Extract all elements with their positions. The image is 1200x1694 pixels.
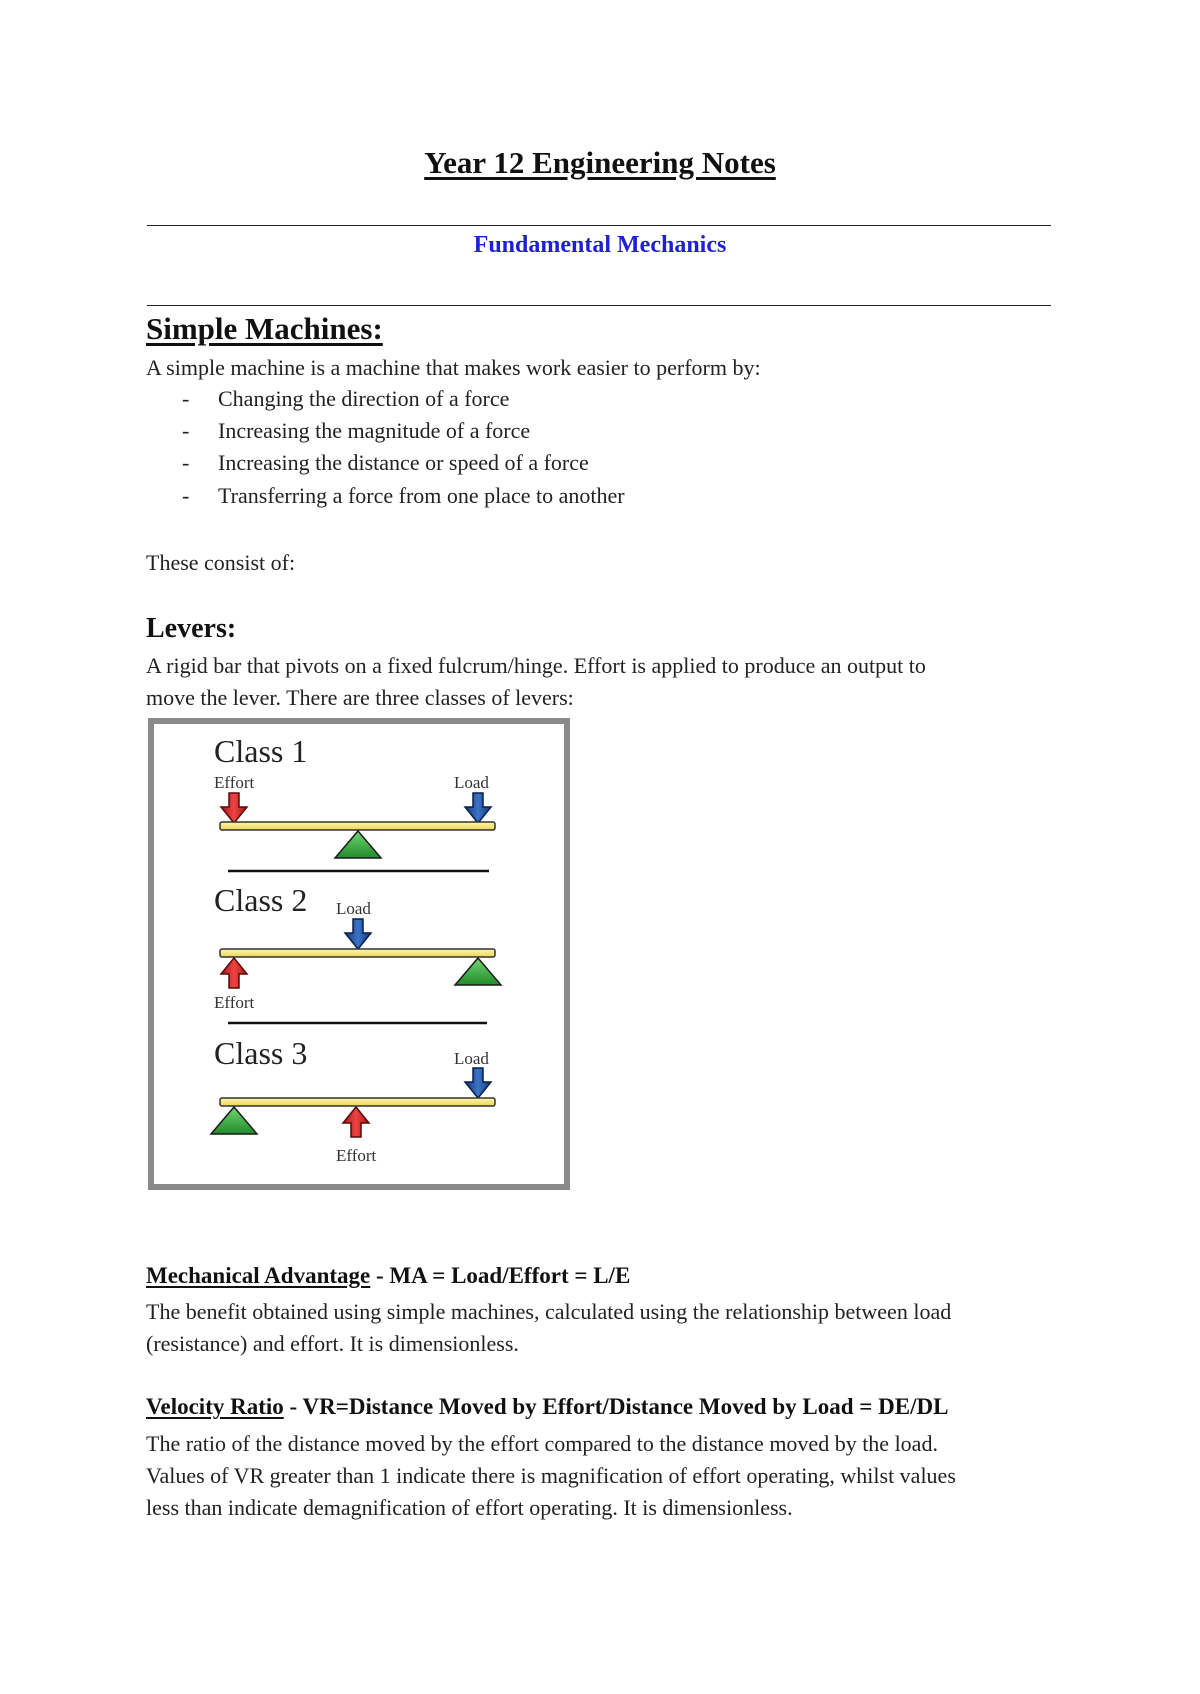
- velocity-ratio-line3: less than indicate demagnification of effort operating. It is dimensionless.: [146, 1495, 793, 1520]
- levers-heading: Levers:: [146, 613, 237, 644]
- class1-label: Class 1: [214, 733, 308, 769]
- bullet-item: Increasing the magnitude of a force: [218, 418, 531, 443]
- velocity-ratio-term: Velocity Ratio: [146, 1394, 284, 1419]
- section-subtitle: Fundamental Mechanics: [473, 232, 727, 258]
- horizontal-rule-top: [147, 225, 1051, 226]
- mechanical-advantage-heading: [146, 1263, 630, 1289]
- levers-paragraph-line2: move the lever. There are three classes of levers:: [146, 685, 574, 710]
- class2-effort-label: Effort: [214, 993, 255, 1012]
- bullet-item: Increasing the distance or speed of a force: [218, 450, 589, 475]
- bullet-marker: -: [182, 450, 190, 475]
- class1-load-label: Load: [454, 773, 489, 792]
- class3-load-label: Load: [454, 1049, 489, 1068]
- class2-label: Class 2: [214, 882, 308, 918]
- bullet-item: Transferring a force from one place to another: [218, 483, 625, 508]
- mechanical-advantage-line1: The benefit obtained using simple machines, calculated using the relationship between load: [146, 1299, 952, 1324]
- levers-paragraph-line1: A rigid bar that pivots on a fixed fulcrum/hinge. Effort is applied to produce an output to: [146, 653, 926, 678]
- velocity-ratio-heading: [146, 1394, 948, 1420]
- class2-load-label: Load: [336, 899, 371, 918]
- class3-lever-bar: [220, 1098, 495, 1106]
- mechanical-advantage-formula: - MA = Load/Effort = L/E: [370, 1263, 631, 1288]
- class3-effort-label: Effort: [336, 1146, 377, 1165]
- bullet-marker: -: [182, 418, 190, 443]
- consist-text: These consist of:: [146, 550, 296, 575]
- bullet-marker: -: [182, 386, 190, 411]
- bullet-item: Changing the direction of a force: [218, 386, 510, 411]
- class1-effort-label: Effort: [214, 773, 255, 792]
- class2-lever-bar: [220, 949, 495, 957]
- velocity-ratio-line2: Values of VR greater than 1 indicate there is magnification of effort operating, whilst values: [146, 1463, 956, 1488]
- mechanical-advantage-line2: (resistance) and effort. It is dimensionless.: [146, 1331, 519, 1356]
- mechanical-advantage-term: Mechanical Advantage: [146, 1263, 371, 1288]
- page-title: Year 12 Engineering Notes: [424, 145, 776, 180]
- velocity-ratio-line1: The ratio of the distance moved by the effort compared to the distance moved by the load.: [146, 1431, 938, 1456]
- lever-classes-diagram: [148, 718, 570, 1190]
- bullet-marker: -: [182, 483, 190, 508]
- horizontal-rule-bottom: [147, 305, 1051, 306]
- simple-machines-intro: A simple machine is a machine that makes work easier to perform by:: [146, 355, 761, 380]
- class1-lever-bar: [220, 822, 495, 830]
- velocity-ratio-formula: - VR=Distance Moved by Effort/Distance Moved by Load = DE/DL: [283, 1394, 949, 1419]
- class3-label: Class 3: [214, 1035, 308, 1071]
- simple-machines-heading: Simple Machines:: [146, 311, 383, 346]
